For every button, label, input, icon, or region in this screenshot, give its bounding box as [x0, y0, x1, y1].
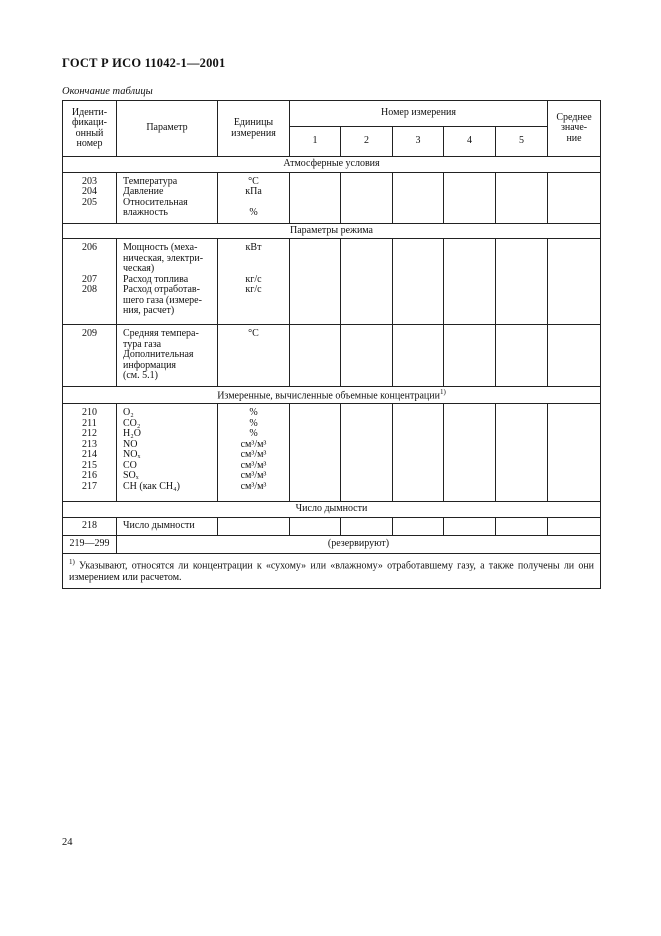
reserved-text: (резервируют) — [117, 535, 601, 553]
header-id: Иденти- фикаци- онный номер — [63, 101, 117, 157]
params-mode-a: Мощность (меха- ническая, электри- ческая) Расход топлива Расход отработав- шего газа (измере- ния, расчет) — [117, 239, 218, 325]
ids-mode-a: 206 207 208 — [63, 239, 117, 325]
units-concentrations: % % % см³/м³ см³/м³ см³/м³ см³/м³ см³/м³ — [218, 404, 290, 502]
document-header: ГОСТ Р ИСО 11042-1—2001 — [62, 56, 226, 70]
section-atmospheric: Атмосферные условия — [63, 157, 601, 173]
header-units: Единицы измерения — [218, 101, 290, 157]
param-smoke-number: Число дымности — [117, 517, 218, 535]
params-atmospheric: Температура Давление Относительная влажность — [117, 172, 218, 223]
measurement-1: 1 — [290, 127, 341, 157]
section-operating-mode: Параметры режима — [63, 223, 601, 239]
measurement-2: 2 — [341, 127, 393, 157]
page-number: 24 — [62, 837, 73, 848]
section-concentrations: Измеренные, вычисленные объемные концентрации$^{1)}$ — [63, 386, 601, 404]
id-reserved-range: 219—299 — [63, 535, 117, 553]
measurement-5: 5 — [496, 127, 548, 157]
header-average: Среднее значе- ние — [548, 101, 601, 157]
units-mode-a: кВт кг/с кг/с — [218, 239, 290, 325]
ids-atmospheric: 203 204 205 — [63, 172, 117, 223]
table-footnote: $^{1)}$ Указывают, относятся ли концентрации к «сухому» или «влажному» отработавшему газу, а также получены ли они измерением или расчетом. — [63, 553, 601, 588]
id-209: 209 — [63, 325, 117, 387]
section-smoke-number: Число дымности — [63, 502, 601, 518]
measurement-3: 3 — [393, 127, 444, 157]
measurement-table — [62, 100, 601, 589]
unit-209: °C — [218, 325, 290, 387]
id-218: 218 — [63, 517, 117, 535]
units-atmospheric: °C кПа % — [218, 172, 290, 223]
ids-concentrations: 210 211 212 213 214 215 216 217 — [63, 404, 117, 502]
measurement-4: 4 — [444, 127, 496, 157]
header-parameter: Параметр — [117, 101, 218, 157]
header-measurement-number: Номер измерения — [290, 101, 548, 127]
table-caption: Окончание таблицы — [62, 86, 153, 97]
params-concentrations: O₂ CO₂ H₂O NO NOₓ CO SOₓ CH (как CH₄) — [117, 404, 218, 502]
params-mode-b: Средняя темпера- тура газа Дополнительная информация (см. 5.1) — [117, 325, 218, 387]
